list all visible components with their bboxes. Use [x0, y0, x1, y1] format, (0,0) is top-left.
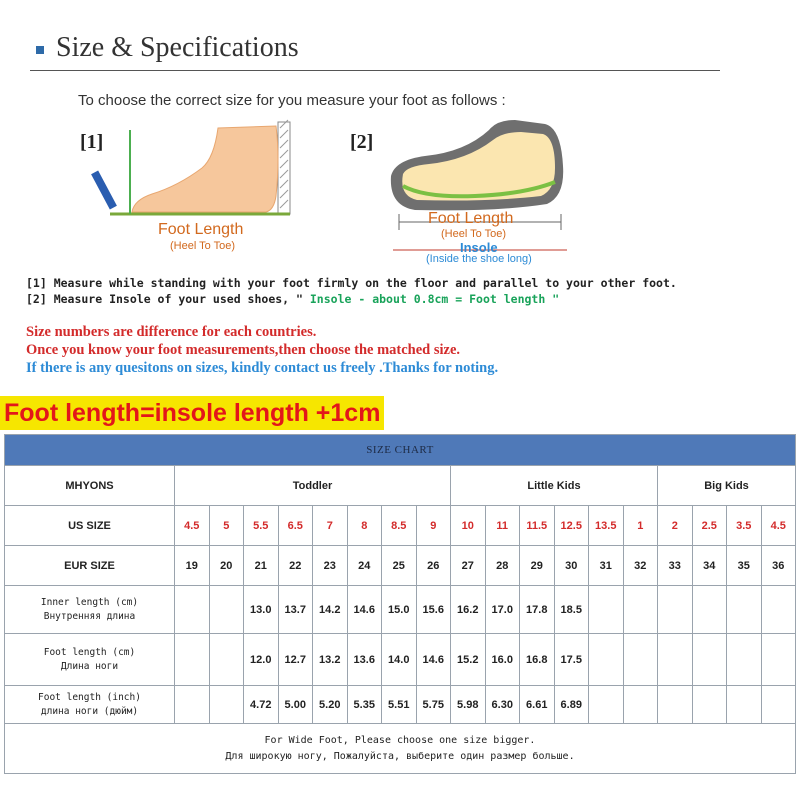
- inner-length-cell: [761, 586, 796, 634]
- foot-inch-cell: [623, 686, 658, 724]
- us-size-cell: 5: [209, 506, 244, 546]
- eur-size-cell: 34: [692, 546, 727, 586]
- us-size-cell: 5.5: [244, 506, 279, 546]
- foot-cm-cell: [175, 634, 210, 686]
- foot-length-banner: Foot length=insole length +1cm: [0, 396, 384, 430]
- inner-length-cell: [589, 586, 624, 634]
- foot-cm-cell: [692, 634, 727, 686]
- foot-cm-cell: 14.6: [416, 634, 451, 686]
- foot-cm-cell: 16.0: [485, 634, 520, 686]
- group-big-kids: Big Kids: [658, 466, 796, 506]
- us-size-cell: 2: [658, 506, 693, 546]
- foot-inch-cell: [761, 686, 796, 724]
- us-size-cell: 11: [485, 506, 520, 546]
- eur-size-cell: 25: [382, 546, 417, 586]
- inner-length-cell: 15.6: [416, 586, 451, 634]
- foot-cm-cell: [209, 634, 244, 686]
- size-guide-section: [0, 0, 800, 385]
- figure-1-caption: Foot Length: [158, 221, 244, 238]
- note-line-2: Once you know your foot measurements,then choose the matched size.: [26, 342, 461, 358]
- foot-inch-cell: [175, 686, 210, 724]
- us-size-cell: 10: [451, 506, 486, 546]
- foot-inch-cell: 4.72: [244, 686, 279, 724]
- instruction-line-2: [26, 292, 559, 306]
- eur-size-cell: 30: [554, 546, 589, 586]
- inner-length-label-ru: Внутренняя длина: [43, 610, 136, 622]
- us-size-cell: 8.5: [382, 506, 417, 546]
- figure-1-label: [1]: [80, 131, 104, 153]
- foot-inch-cell: 5.51: [382, 686, 417, 724]
- foot-inch-label: [5, 686, 175, 724]
- us-size-cell: 2.5: [692, 506, 727, 546]
- inner-length-cell: [692, 586, 727, 634]
- title-row: [30, 30, 720, 71]
- eur-size-cell: 20: [209, 546, 244, 586]
- inner-length-cell: [175, 586, 210, 634]
- instruction-2-suffix: ": [552, 292, 560, 306]
- inner-length-label-en: Inner length (cm): [40, 596, 139, 608]
- us-size-cell: 13.5: [589, 506, 624, 546]
- inner-length-cell: 17.8: [520, 586, 555, 634]
- inner-length-cell: [209, 586, 244, 634]
- us-size-cell: 8: [347, 506, 382, 546]
- foot-cm-cell: [589, 634, 624, 686]
- foot-inch-label-en: Foot length (inch): [38, 691, 141, 703]
- eur-size-cell: 33: [658, 546, 693, 586]
- foot-cm-cell: 13.2: [313, 634, 348, 686]
- figure-1-subcaption: (Heel To Toe): [170, 240, 236, 252]
- figure-2-subcaption: (Heel To Toe): [441, 228, 507, 240]
- inner-length-cell: 13.0: [244, 586, 279, 634]
- inner-length-cell: [658, 586, 693, 634]
- foot-cm-cell: 16.8: [520, 634, 555, 686]
- foot-inch-cell: [727, 686, 762, 724]
- foot-cm-cell: [658, 634, 693, 686]
- eur-size-cell: 29: [520, 546, 555, 586]
- us-size-cell: 7: [313, 506, 348, 546]
- foot-inch-cell: 5.75: [416, 686, 451, 724]
- foot-inch-cell: 5.98: [451, 686, 486, 724]
- note-line-1: Size numbers are difference for each countries.: [26, 324, 317, 340]
- group-little-kids: Little Kids: [451, 466, 658, 506]
- inner-length-cell: 17.0: [485, 586, 520, 634]
- eur-size-cell: 26: [416, 546, 451, 586]
- brand-cell: MHYONS: [5, 466, 175, 506]
- foot-cm-cell: 13.6: [347, 634, 382, 686]
- foot-inch-cell: 6.61: [520, 686, 555, 724]
- foot-cm-cell: [623, 634, 658, 686]
- us-size-cell: 3.5: [727, 506, 762, 546]
- eur-size-cell: 24: [347, 546, 382, 586]
- foot-cm-label-en: Foot length (cm): [43, 646, 136, 658]
- inner-length-cell: 15.0: [382, 586, 417, 634]
- instruction-2-highlight: Insole - about 0.8cm = Foot length: [302, 292, 553, 306]
- foot-inch-cell: 5.20: [313, 686, 348, 724]
- foot-inch-cell: [209, 686, 244, 724]
- foot-cm-cell: 14.0: [382, 634, 417, 686]
- eur-size-cell: 36: [761, 546, 796, 586]
- eur-size-cell: 19: [175, 546, 210, 586]
- us-size-cell: 6.5: [278, 506, 313, 546]
- eur-size-cell: 32: [623, 546, 658, 586]
- foot-cm-cell: 17.5: [554, 634, 589, 686]
- foot-inch-cell: 6.30: [485, 686, 520, 724]
- foot-inch-cell: 5.00: [278, 686, 313, 724]
- foot-cm-label: [5, 634, 175, 686]
- inner-length-cell: [623, 586, 658, 634]
- us-size-cell: 9: [416, 506, 451, 546]
- foot-inch-cell: [692, 686, 727, 724]
- foot-inch-cell: 6.89: [554, 686, 589, 724]
- us-size-cell: 11.5: [520, 506, 555, 546]
- eur-size-label: EUR SIZE: [5, 546, 175, 586]
- figure-2-label: [2]: [350, 131, 374, 153]
- foot-inch-cell: 5.35: [347, 686, 382, 724]
- eur-size-cell: 22: [278, 546, 313, 586]
- foot-cm-label-ru: Длина ноги: [60, 660, 119, 672]
- inner-length-cell: [727, 586, 762, 634]
- us-size-cell: 12.5: [554, 506, 589, 546]
- eur-size-cell: 21: [244, 546, 279, 586]
- chart-footer: [5, 724, 796, 774]
- us-size-cell: 4.5: [175, 506, 210, 546]
- figure-2-caption: Foot Length: [428, 210, 514, 227]
- group-toddler: Toddler: [175, 466, 451, 506]
- note-line-3: If there is any quesitons on sizes, kindly contact us freely .Thanks for noting.: [26, 360, 499, 376]
- size-chart-table: [4, 434, 796, 774]
- inner-length-cell: 13.7: [278, 586, 313, 634]
- inner-length-cell: 16.2: [451, 586, 486, 634]
- size-chart-title: SIZE CHART: [5, 435, 796, 466]
- foot-inch-label-ru: длина ноги (дюйм): [40, 705, 139, 717]
- inner-length-label: [5, 586, 175, 634]
- foot-inch-cell: [658, 686, 693, 724]
- us-size-label: US SIZE: [5, 506, 175, 546]
- chart-footer-ru: Для широкую ногу, Пожалуйста, выберите один размер больше.: [225, 750, 575, 762]
- eur-size-cell: 31: [589, 546, 624, 586]
- instruction-line-1: [1] Measure while standing with your foot firmly on the floor and parallel to your other foot.: [26, 276, 677, 290]
- foot-inch-cell: [589, 686, 624, 724]
- insole-label: Insole: [460, 240, 498, 255]
- eur-size-cell: 27: [451, 546, 486, 586]
- bullet-icon: [36, 46, 44, 54]
- page-title: Size & Specifications: [56, 32, 299, 63]
- size-chart: [4, 434, 796, 796]
- foot-cm-cell: [761, 634, 796, 686]
- foot-cm-cell: 12.0: [244, 634, 279, 686]
- instruction-2-prefix: [2] Measure Insole of your used shoes, ": [26, 292, 303, 306]
- foot-cm-cell: 15.2: [451, 634, 486, 686]
- foot-cm-cell: 12.7: [278, 634, 313, 686]
- chart-footer-en: For Wide Foot, Please choose one size bigger.: [264, 734, 536, 746]
- us-size-cell: 4.5: [761, 506, 796, 546]
- inner-length-cell: 14.6: [347, 586, 382, 634]
- intro-text: To choose the correct size for you measure your foot as follows :: [78, 92, 506, 109]
- foot-cm-cell: [727, 634, 762, 686]
- inner-length-cell: 18.5: [554, 586, 589, 634]
- us-size-cell: 1: [623, 506, 658, 546]
- insole-sublabel: (Inside the shoe long): [426, 253, 532, 265]
- inner-length-cell: 14.2: [313, 586, 348, 634]
- eur-size-cell: 35: [727, 546, 762, 586]
- eur-size-cell: 28: [485, 546, 520, 586]
- eur-size-cell: 23: [313, 546, 348, 586]
